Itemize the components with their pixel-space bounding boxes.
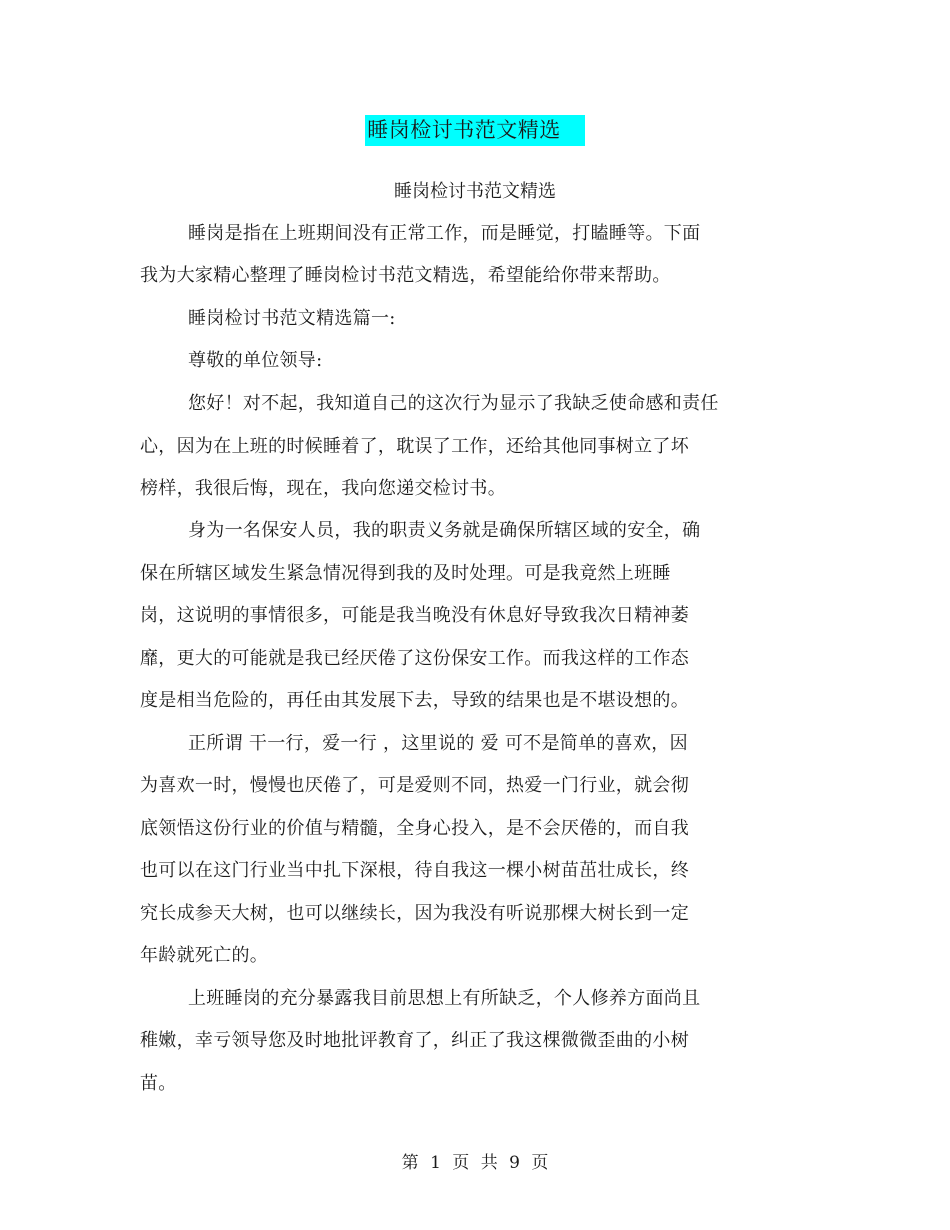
paragraph-line: 苗。 xyxy=(140,1073,177,1094)
document-subtitle: 睡岗检讨书范文精选 xyxy=(394,181,556,202)
paragraph-line: 我为大家精心整理了睡岗检讨书范文精选，希望能给你带来帮助。 xyxy=(140,265,671,286)
paragraph-line: 稚嫩，幸亏领导您及时地批评教育了，纠正了我这棵微微歪曲的小树 xyxy=(140,1030,689,1051)
paragraph-line: 尊敬的单位领导: xyxy=(188,350,323,371)
paragraph-line: 究长成参天大树，也可以继续长，因为我没有听说那棵大树长到一定 xyxy=(140,903,689,924)
paragraph-line: 岗，这说明的事情很多，可能是我当晚没有休息好导致我次日精神萎 xyxy=(140,605,689,626)
paragraph-line: 保在所辖区域发生紧急情况得到我的及时处理。可是我竟然上班睡 xyxy=(140,563,671,584)
paragraph-line: 睡岗检讨书范文精选篇一: xyxy=(188,308,396,329)
document-title: 睡岗检讨书范文精选 xyxy=(365,115,585,146)
page-number-footer: 第 1 页 共 9 页 xyxy=(401,1153,549,1173)
paragraph-line: 为喜欢一时，慢慢也厌倦了，可是爱则不同，热爱一门行业，就会彻 xyxy=(140,775,689,796)
paragraph-line: 年龄就死亡的。 xyxy=(140,945,269,966)
paragraph-line: 榜样，我很后悔，现在，我向您递交检讨书。 xyxy=(140,478,506,499)
paragraph-line: 您好！对不起，我知道自己的这次行为显示了我缺乏使命感和责任 xyxy=(188,393,719,414)
paragraph-line: 睡岗是指在上班期间没有正常工作，而是睡觉，打瞌睡等。下面 xyxy=(188,223,701,244)
paragraph-line: 底领悟这份行业的价值与精髓，全身心投入，是不会厌倦的，而自我 xyxy=(140,818,689,839)
document-title-wrapper xyxy=(0,115,950,146)
paragraph-line: 度是相当危险的，再任由其发展下去，导致的结果也是不堪设想的。 xyxy=(140,690,689,711)
paragraph-line: 正所谓 干一行，爱一行 ，这里说的 爱 可不是简单的喜欢，因 xyxy=(188,733,688,754)
paragraph-line: 也可以在这门行业当中扎下深根，待自我这一棵小树苗茁壮成长，终 xyxy=(140,860,689,881)
paragraph-line: 靡，更大的可能就是我已经厌倦了这份保安工作。而我这样的工作态 xyxy=(140,648,689,669)
paragraph-line: 身为一名保安人员，我的职责义务就是确保所辖区域的安全，确 xyxy=(188,520,701,541)
paragraph-line: 上班睡岗的充分暴露我目前思想上有所缺乏，个人修养方面尚且 xyxy=(188,988,701,1009)
paragraph-line: 心，因为在上班的时候睡着了，耽误了工作，还给其他同事树立了坏 xyxy=(140,436,689,457)
